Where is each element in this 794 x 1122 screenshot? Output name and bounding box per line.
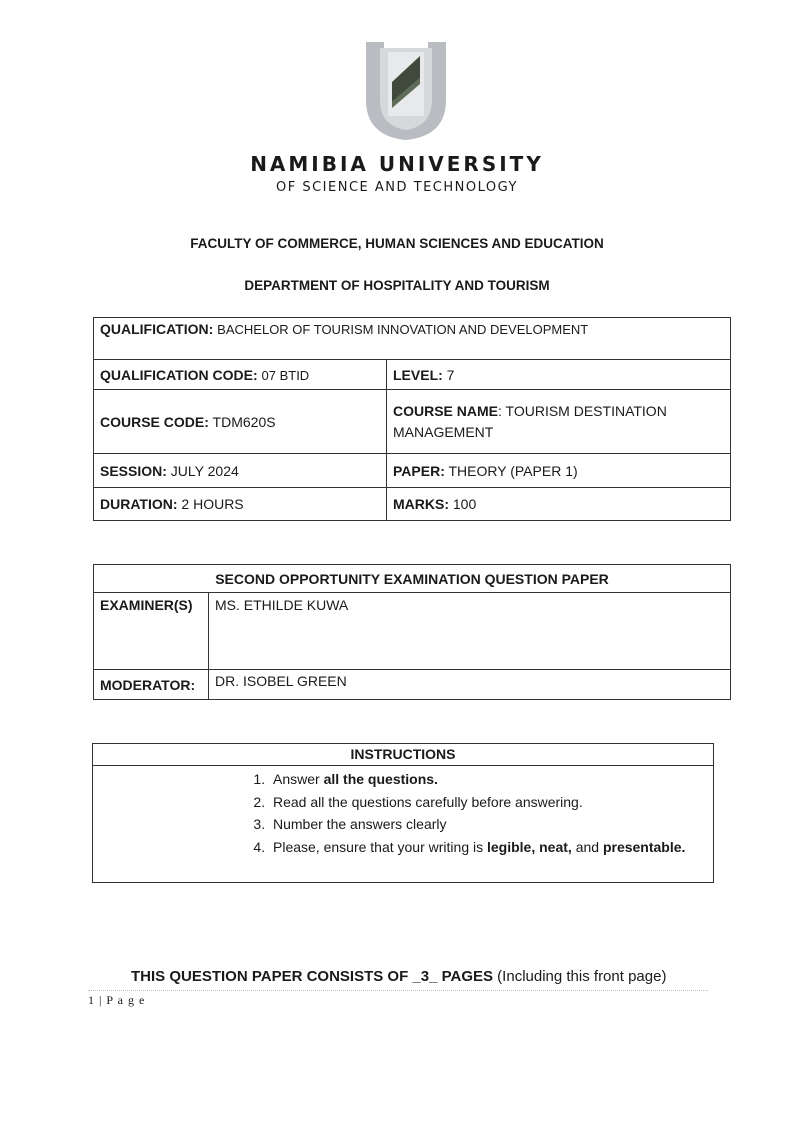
university-logo [358,38,454,142]
duration-cell [94,488,387,521]
instruction-item [269,791,713,814]
faculty-heading: FACULTY OF COMMERCE, HUMAN SCIENCES AND EDUCATION [190,236,604,251]
instruction-item [269,768,713,791]
exam-title: SECOND OPPORTUNITY EXAMINATION QUESTION PAPER [94,565,731,593]
examiner-value: MS. ETHILDE KUWA [209,593,731,670]
course-code-value: TDM620S [212,413,276,430]
moderator-row [94,670,731,700]
qual-code-row [94,360,731,390]
page-count-normal: (Including this front page) [493,968,667,985]
duration-label: DURATION: [100,496,178,512]
footer-divider [88,990,708,991]
instruction-bold: legible, neat, [487,838,572,855]
level-cell [387,360,731,390]
marks-label: MARKS: [393,496,449,512]
session-value: JULY 2024 [170,462,239,479]
instruction-item [269,813,713,836]
duration-value: 2 HOURS [181,496,244,512]
moderator-label: MODERATOR: [94,670,209,700]
instructions-title: INSTRUCTIONS [93,744,713,766]
paper-cell [387,454,731,488]
instruction-text: and [571,838,603,855]
instruction-bold: presentable. [602,838,686,855]
paper-label: PAPER: [393,462,445,479]
examiner-label: EXAMINER(S) [94,593,209,670]
level-value: 7 [446,366,455,383]
marks-value: 100 [452,496,477,512]
exam-title-row [94,565,731,593]
moderator-value: DR. ISOBEL GREEN [209,670,731,700]
qual-code-cell [94,360,387,390]
course-name-cell [387,390,731,454]
paper-value: THEORY (PAPER 1) [448,462,578,479]
course-code-cell [94,390,387,454]
university-name: NAMIBIA UNIVERSITY [250,152,544,176]
page-count-note [131,968,666,985]
qualification-label: QUALIFICATION: [100,321,214,337]
instruction-bold: all the questions. [323,771,438,787]
marks-cell [387,488,731,521]
instructions-list [93,768,713,858]
qualification-cell [94,318,731,360]
qualification-value: BACHELOR OF TOURISM INNOVATION AND DEVELOPMENT [217,322,589,337]
level-label: LEVEL: [393,366,443,383]
university-subtitle: OF SCIENCE AND TECHNOLOGY [276,180,518,195]
instruction-text: Answer [273,771,324,787]
session-cell [94,454,387,488]
session-label: SESSION: [100,462,167,479]
instruction-text: Number the answers clearly [273,816,447,832]
examiner-table [93,564,731,700]
instruction-item [269,836,713,859]
qual-code-value: 07 BTID [261,367,310,383]
qualification-row [94,318,731,360]
instruction-text: Please, ensure that your writing is [273,838,487,855]
course-details-table [93,317,731,521]
course-row [94,390,731,454]
examiner-row [94,593,731,670]
page-count-bold: THIS QUESTION PAPER CONSISTS OF _3_ PAGES [131,968,494,985]
session-row [94,454,731,488]
qual-code-label: QUALIFICATION CODE: [100,366,258,383]
duration-row [94,488,731,521]
instruction-text: Read all the questions carefully before answering. [273,793,583,810]
course-code-label: COURSE CODE: [100,413,209,430]
course-name-label: COURSE NAME [393,402,499,419]
department-heading: DEPARTMENT OF HOSPITALITY AND TOURISM [244,278,550,293]
course-name-value: : TOURISM DESTINATION MANAGEMENT [393,402,667,440]
instructions-box [92,743,714,883]
page-number: 1 | P a g e [88,993,146,1007]
